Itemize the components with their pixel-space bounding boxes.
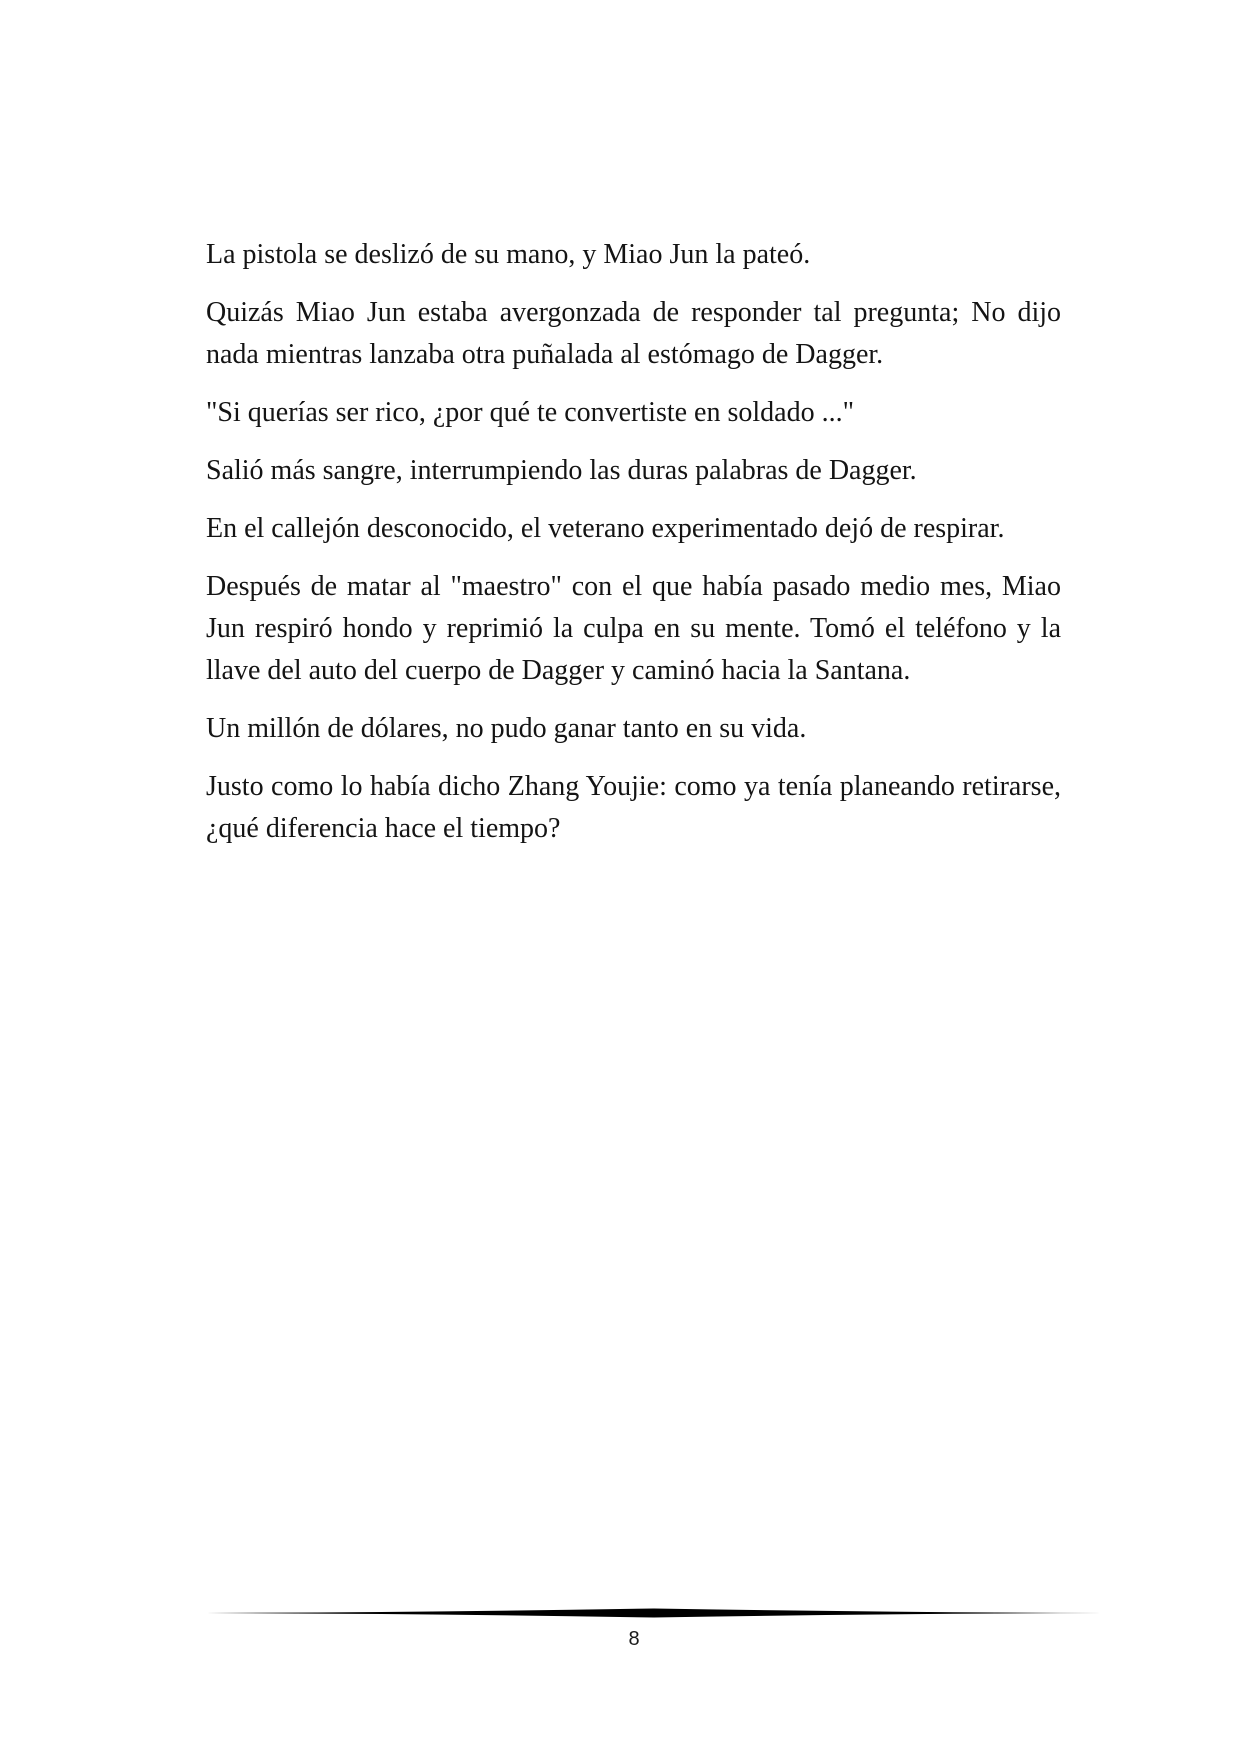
body-text (206, 234, 1061, 866)
paragraph-4: Salió más sangre, interrumpiendo las duras palabras de Dagger. (206, 455, 917, 486)
paragraph-3: "Si querías ser rico, ¿por qué te convertiste en soldado ..." (206, 397, 855, 428)
footer-divider (206, 1606, 1103, 1620)
page-number: 8 (628, 1628, 640, 1650)
paragraph-6: Después de matar al "maestro" con el que había pasado medio mes, Miao Jun respiró hondo y reprimió la culpa en su mente. Tomó el teléfono y la llave del auto del cuerpo de Dagger y caminó hacia la Santana. (206, 571, 1061, 686)
paragraph-5: En el callejón desconocido, el veterano experimentado dejó de respirar. (206, 513, 1005, 544)
paragraph-7: Un millón de dólares, no pudo ganar tanto en su vida. (206, 713, 807, 744)
paragraph-2: Quizás Miao Jun estaba avergonzada de responder tal pregunta; No dijo nada mientras lanzaba otra puñalada al estómago de Dagger. (206, 297, 1061, 370)
paragraph-8: Justo como lo había dicho Zhang Youjie: como ya tenía planeando retirarse, ¿qué diferencia hace el tiempo? (206, 771, 1061, 844)
paragraph-1: La pistola se deslizó de su mano, y Miao Jun la pateó. (206, 239, 811, 270)
